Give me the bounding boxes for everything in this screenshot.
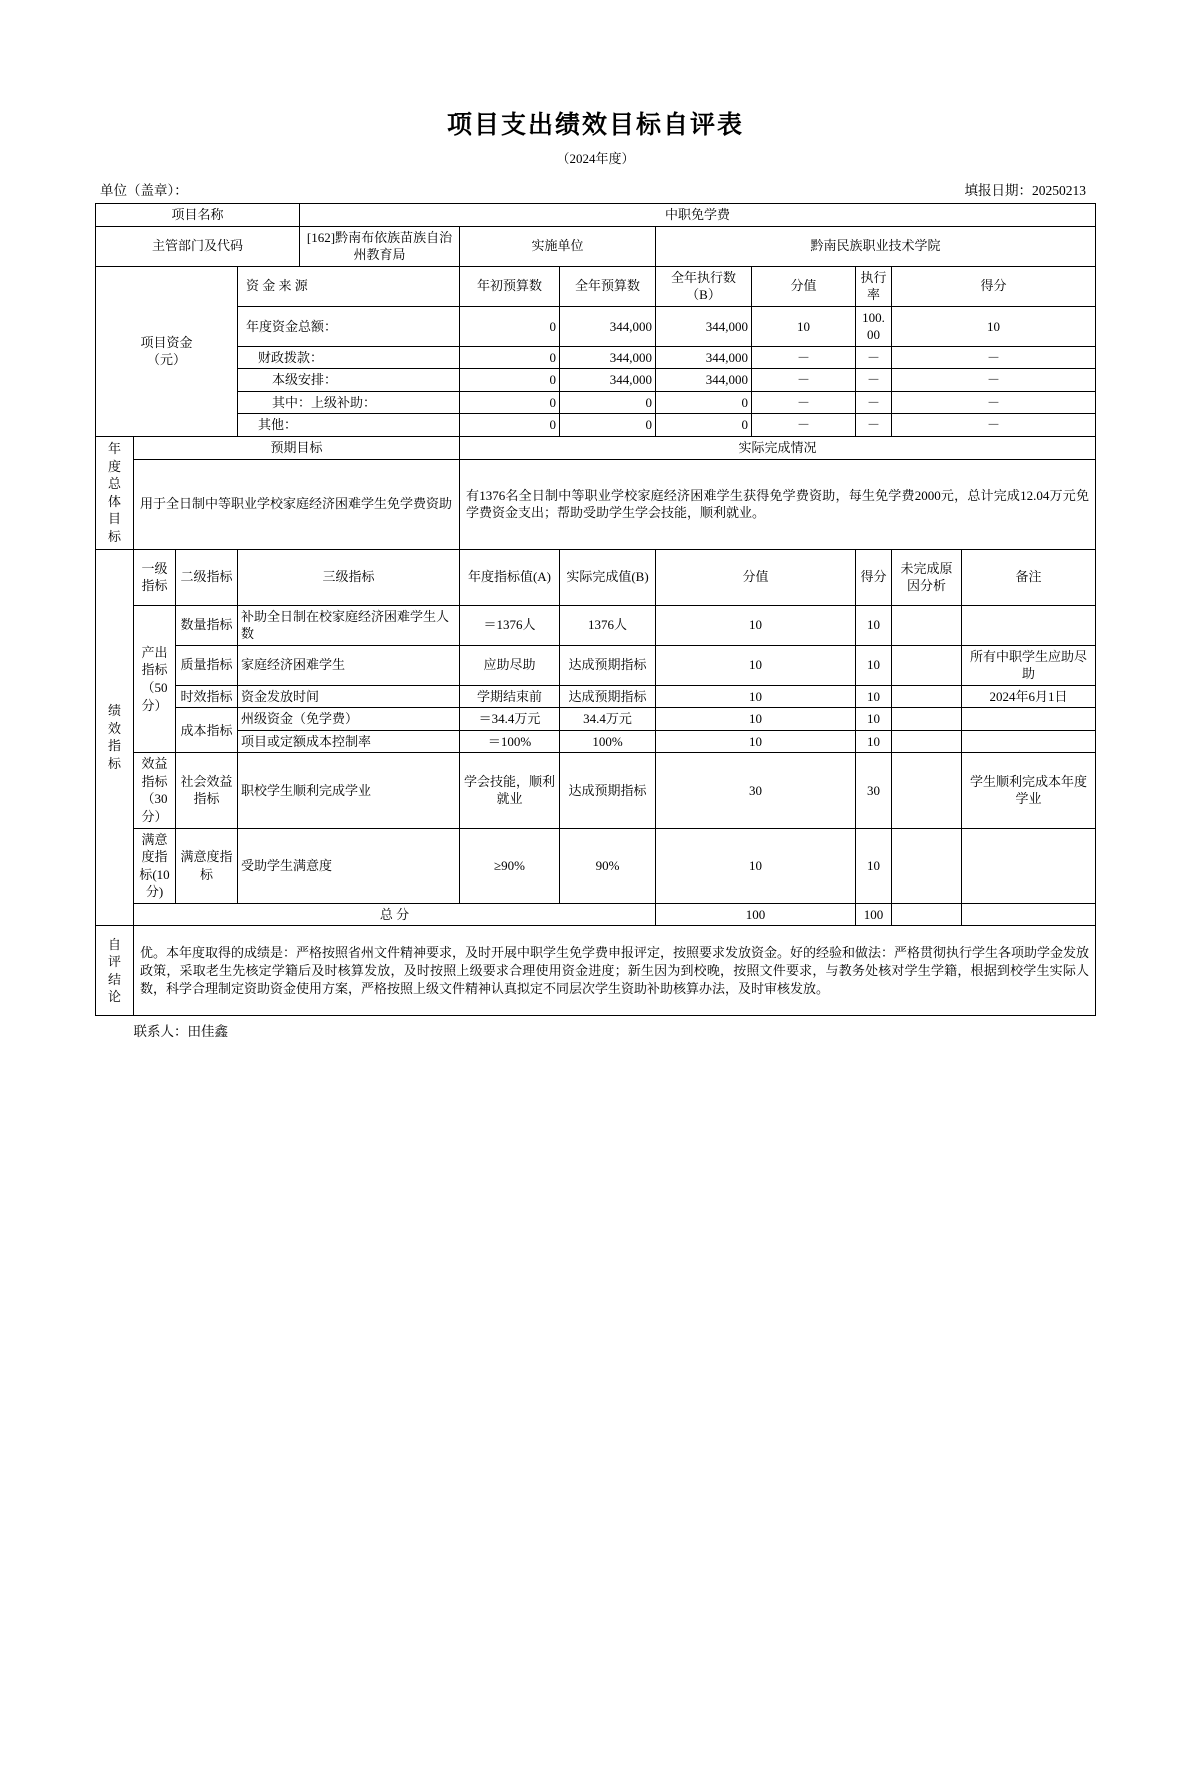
table-row-funds-appropriation [95, 346, 1095, 369]
perf-level2: 时效指标 [175, 685, 237, 708]
perf-remark: 学生顺利完成本年度学业 [962, 753, 1096, 828]
perf-value: 10 [656, 605, 856, 645]
evaluation-table [95, 203, 1096, 1016]
perf-level2: 数量指标 [175, 605, 237, 645]
perf-level3: 州级资金（免学费） [237, 708, 459, 731]
perf-col-remark: 备注 [962, 549, 1096, 605]
funds-col-rate: 执行率 [856, 266, 892, 306]
perf-actual: 100% [560, 730, 656, 753]
perf-value: 10 [656, 685, 856, 708]
perf-target: 应助尽助 [460, 645, 560, 685]
department-value: [162]黔南布依族苗族自治州教育局 [300, 226, 460, 266]
page-subtitle: （2024年度） [556, 151, 635, 166]
perf-remark: 2024年6月1日 [962, 685, 1096, 708]
table-row-project-name [95, 204, 1095, 227]
perf-actual: 34.4万元 [560, 708, 656, 731]
perf-reason [892, 730, 962, 753]
funds-score: － [892, 391, 1096, 414]
funds-rate: － [856, 391, 892, 414]
expected-goal-text: 用于全日制中等职业学校家庭经济困难学生免学费资助 [133, 459, 459, 549]
table-row-funds-local [95, 369, 1095, 392]
funds-col-begin-budget: 年初预算数 [460, 266, 560, 306]
funds-exec: 344,000 [656, 346, 752, 369]
funds-side-label [95, 266, 237, 436]
funds-year: 344,000 [560, 306, 656, 346]
funds-value: － [752, 414, 856, 437]
annual-goal-side-label: 年 度 总 体 目 标 [95, 437, 133, 550]
table-row-conclusion [95, 926, 1095, 1016]
perf-reason [892, 828, 962, 903]
perf-level3: 家庭经济困难学生 [237, 645, 459, 685]
total-reason-blank [892, 903, 962, 926]
perf-target: ＝1376人 [460, 605, 560, 645]
perf-col-value: 分值 [656, 549, 856, 605]
page-title: 项目支出绩效目标自评表 [446, 112, 744, 139]
perf-value: 10 [656, 645, 856, 685]
funds-col-year-exec: 全年执行数（B） [656, 266, 752, 306]
table-row-funds-superior [95, 391, 1095, 414]
funds-side-label-line1: 项目资金 [140, 334, 193, 350]
funds-rate: － [856, 369, 892, 392]
perf-value: 10 [656, 828, 856, 903]
funds-rate: － [856, 414, 892, 437]
table-row-perf-1 [95, 605, 1095, 645]
funds-year: 0 [560, 414, 656, 437]
perf-target: ≥90% [460, 828, 560, 903]
perf-reason [892, 753, 962, 828]
funds-score: － [892, 369, 1096, 392]
table-row-department [95, 226, 1095, 266]
funds-source: 财政拨款： [237, 346, 459, 369]
funds-source: 其他： [237, 414, 459, 437]
perf-actual: 达成预期指标 [560, 645, 656, 685]
perf-level2: 成本指标 [175, 708, 237, 753]
document-page [0, 105, 1191, 1789]
funds-begin: 0 [460, 346, 560, 369]
perf-level2: 满意度指标 [175, 828, 237, 903]
funds-exec: 0 [656, 391, 752, 414]
funds-value: － [752, 369, 856, 392]
perf-score: 30 [856, 753, 892, 828]
perf-col-reason: 未完成原因分析 [892, 549, 962, 605]
perf-target: ＝100% [460, 730, 560, 753]
funds-value: － [752, 391, 856, 414]
department-label: 主管部门及代码 [95, 226, 299, 266]
perf-col-actual: 实际完成值(B) [560, 549, 656, 605]
perf-level2: 质量指标 [175, 645, 237, 685]
perf-reason [892, 605, 962, 645]
contact-person: 联系人：田佳鑫 [133, 1024, 228, 1040]
perf-target: 学期结束前 [460, 685, 560, 708]
perf-reason [892, 645, 962, 685]
perf-score: 10 [856, 605, 892, 645]
funds-source: 本级安排： [237, 369, 459, 392]
report-date-label: 填报日期：20250213 [964, 183, 1086, 198]
funds-rate: 100.00 [856, 306, 892, 346]
perf-level3: 项目或定额成本控制率 [237, 730, 459, 753]
table-row-perf-6 [95, 753, 1095, 828]
funds-year: 344,000 [560, 346, 656, 369]
table-row-funds-header [95, 266, 1095, 306]
perf-level1-benefit: 效益指标（30分） [133, 753, 175, 828]
funds-year: 0 [560, 391, 656, 414]
table-row-perf-4 [95, 708, 1095, 731]
perf-value: 10 [656, 708, 856, 731]
expected-goal-header: 预期目标 [133, 437, 459, 460]
perf-remark [962, 605, 1096, 645]
conclusion-side-label: 自 评 结 论 [95, 926, 133, 1016]
total-value: 100 [656, 903, 856, 926]
table-row-perf-header [95, 549, 1095, 605]
funds-side-label-line2: （元） [146, 352, 186, 368]
perf-col-level3: 三级指标 [237, 549, 459, 605]
perf-remark: 所有中职学生应助尽助 [962, 645, 1096, 685]
total-score: 100 [856, 903, 892, 926]
perf-score: 10 [856, 685, 892, 708]
total-remark-blank [962, 903, 1096, 926]
perf-actual: 达成预期指标 [560, 685, 656, 708]
perf-target: 学会技能，顺利就业 [460, 753, 560, 828]
table-row-annual-goal-body [95, 459, 1095, 549]
perf-remark [962, 708, 1096, 731]
project-name-label: 项目名称 [95, 204, 299, 227]
funds-col-value: 分值 [752, 266, 856, 306]
table-row-perf-3 [95, 685, 1095, 708]
perf-score: 10 [856, 645, 892, 685]
implement-unit-label: 实施单位 [460, 226, 656, 266]
perf-level2: 社会效益指标 [175, 753, 237, 828]
funds-score: 10 [892, 306, 1096, 346]
perf-level3: 受助学生满意度 [237, 828, 459, 903]
perf-level1-output: 产出指标（50分） [133, 605, 175, 753]
total-label: 总 分 [133, 903, 655, 926]
perf-score: 10 [856, 828, 892, 903]
table-row-perf-7 [95, 828, 1095, 903]
table-row-perf-5 [95, 730, 1095, 753]
conclusion-text: 优。本年度取得的成绩是：严格按照省州文件精神要求，及时开展中职学生免学费申报评定，按照要求发放资金。好的经验和做法：严格贯彻执行学生各项助学金发放政策，采取老生先核定学籍后及时核算发放，及时按照上级要求合理使用资金进度；新生因为到校晚，按照文件要求，与教务处核对学生学籍，根据到校学生实际人数，科学合理制定资助资金使用方案，严格按照上级文件精神认真拟定不同层次学生资助补助核算办法，及时审核发放。 [133, 926, 1095, 1016]
table-row-perf-2 [95, 645, 1095, 685]
funds-source: 年度资金总额： [237, 306, 459, 346]
funds-value: － [752, 346, 856, 369]
perf-score: 10 [856, 708, 892, 731]
table-row-annual-goal-header [95, 437, 1095, 460]
funds-value: 10 [752, 306, 856, 346]
table-row-funds-total [95, 306, 1095, 346]
perf-remark [962, 828, 1096, 903]
perf-value: 10 [656, 730, 856, 753]
perf-actual: 1376人 [560, 605, 656, 645]
funds-col-source: 资 金 来 源 [237, 266, 459, 306]
unit-label: 单位（盖章）： [100, 183, 188, 198]
funds-rate: － [856, 346, 892, 369]
funds-score: － [892, 346, 1096, 369]
perf-level1-satisfaction: 满意度指标(10分) [133, 828, 175, 903]
funds-col-year-budget: 全年预算数 [560, 266, 656, 306]
perf-level3: 补助全日制在校家庭经济困难学生人数 [237, 605, 459, 645]
perf-col-target: 年度指标值(A) [460, 549, 560, 605]
funds-col-score: 得分 [892, 266, 1096, 306]
perf-remark [962, 730, 1096, 753]
perf-value: 30 [656, 753, 856, 828]
funds-begin: 0 [460, 369, 560, 392]
table-row-total [95, 903, 1095, 926]
funds-exec: 0 [656, 414, 752, 437]
perf-reason [892, 708, 962, 731]
project-name-value: 中职免学费 [300, 204, 1096, 227]
table-row-funds-other [95, 414, 1095, 437]
funds-begin: 0 [460, 306, 560, 346]
implement-unit-value: 黔南民族职业技术学院 [656, 226, 1096, 266]
funds-exec: 344,000 [656, 306, 752, 346]
actual-goal-text: 有1376名全日制中等职业学校家庭经济困难学生获得免学费资助，每生免学费2000元，总计完成12.04万元免学费资金支出；帮助受助学生学会技能，顺利就业。 [460, 459, 1096, 549]
perf-col-score: 得分 [856, 549, 892, 605]
meta-row [0, 179, 1191, 199]
perf-side-label: 绩 效 指 标 [95, 549, 133, 926]
funds-begin: 0 [460, 414, 560, 437]
perf-col-level1: 一级指标 [133, 549, 175, 605]
funds-source: 其中：上级补助： [237, 391, 459, 414]
perf-col-level2: 二级指标 [175, 549, 237, 605]
actual-goal-header: 实际完成情况 [460, 437, 1096, 460]
funds-year: 344,000 [560, 369, 656, 392]
perf-score: 10 [856, 730, 892, 753]
perf-target: ＝34.4万元 [460, 708, 560, 731]
perf-level3: 职校学生顺利完成学业 [237, 753, 459, 828]
perf-level3: 资金发放时间 [237, 685, 459, 708]
perf-actual: 90% [560, 828, 656, 903]
perf-actual: 达成预期指标 [560, 753, 656, 828]
funds-begin: 0 [460, 391, 560, 414]
funds-exec: 344,000 [656, 369, 752, 392]
perf-reason [892, 685, 962, 708]
funds-score: － [892, 414, 1096, 437]
